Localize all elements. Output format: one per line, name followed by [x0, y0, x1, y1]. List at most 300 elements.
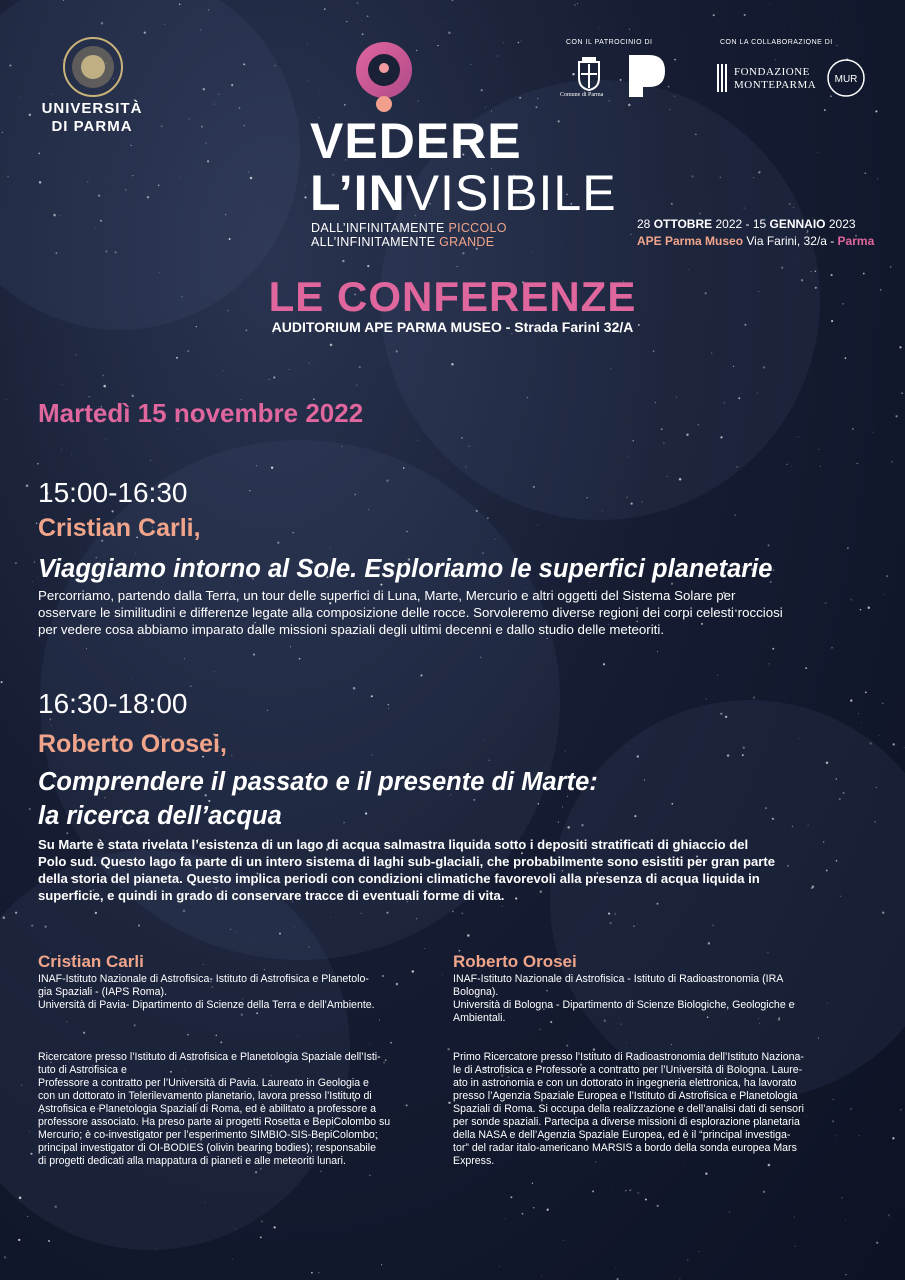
star [858, 713, 859, 714]
fondazione-line1: FONDAZIONE [734, 66, 810, 78]
star [629, 29, 630, 30]
star [668, 86, 670, 88]
star [630, 234, 631, 235]
star [184, 658, 185, 659]
star [845, 357, 847, 359]
title-part-bold: L’IN [310, 165, 406, 221]
star [248, 172, 249, 173]
bio1-affiliation-line: Università di Pavia- Dipartimento di Scienze della Terra e dell’Ambiente. [38, 999, 375, 1011]
star [406, 531, 407, 532]
talk1-description-line: osservare le similitudini e differenze legate alla composizione delle rocce. Sorvoleremo diverse regioni dei corpi celesti rocciosi [38, 605, 783, 620]
star [497, 55, 498, 56]
star [298, 534, 299, 535]
star [330, 344, 333, 347]
star [138, 924, 140, 926]
star [674, 95, 676, 97]
star [657, 651, 658, 652]
star [637, 1192, 639, 1194]
fondazione-emblem-icon [716, 62, 730, 94]
star [717, 675, 718, 676]
star [26, 485, 29, 488]
star [767, 952, 768, 953]
bio1-name: Cristian Carli [38, 952, 144, 971]
star [671, 803, 673, 805]
star [442, 22, 443, 23]
star [318, 1272, 320, 1274]
star [644, 780, 645, 781]
bio2-text-line: per sonde spaziali. Partecipa a diverse missioni di esplorazione planetaria [453, 1116, 800, 1128]
talk2-time: 16:30-18:00 [38, 688, 188, 719]
comune-name: Comune di Parma [560, 92, 604, 98]
star [645, 1199, 647, 1201]
star [768, 663, 770, 665]
star [869, 742, 871, 744]
star [699, 1251, 700, 1252]
star [95, 228, 96, 229]
star [586, 497, 588, 499]
bio2-text-line: Spaziali di Roma. Si occupa della realizzazione e dell’analisi dati di sensori [453, 1103, 804, 1115]
subtitle-line2-text: ALL’INFINITAMENTE [311, 235, 440, 249]
star [558, 120, 560, 122]
subtitle-line1 [311, 221, 507, 235]
star [817, 152, 818, 153]
mur-logo-icon [826, 58, 866, 98]
star [872, 432, 873, 433]
star [273, 376, 275, 378]
star [241, 1013, 244, 1016]
star [309, 363, 310, 364]
star [562, 246, 563, 247]
star [18, 1239, 20, 1241]
star [608, 100, 610, 102]
star [158, 185, 160, 187]
star [633, 925, 635, 927]
subtitle-line1-accent: PICCOLO [448, 221, 507, 235]
star [480, 657, 481, 658]
star [792, 826, 793, 827]
star [628, 104, 631, 107]
star [532, 251, 533, 252]
star [289, 369, 290, 370]
star [864, 172, 866, 174]
star [451, 363, 454, 366]
star [232, 1259, 233, 1260]
star [131, 678, 132, 679]
star [627, 496, 629, 498]
star [344, 104, 346, 106]
star [359, 366, 361, 368]
star [679, 1278, 680, 1279]
star [485, 740, 486, 741]
bio2-affiliation [453, 973, 863, 1025]
star [40, 466, 41, 467]
star [743, 207, 745, 209]
star [203, 88, 205, 90]
talk1-title [38, 552, 772, 586]
star [299, 445, 300, 446]
star [249, 490, 250, 491]
star [356, 384, 358, 386]
patrocinio-label: CON IL PATROCINIO DI [566, 39, 653, 46]
star [711, 352, 712, 353]
star [537, 524, 538, 525]
star [159, 272, 160, 273]
star [763, 1191, 765, 1193]
star [876, 1242, 878, 1244]
star [485, 107, 486, 108]
star [758, 171, 760, 173]
star [625, 1190, 626, 1191]
star [274, 65, 276, 67]
star [629, 746, 630, 747]
star [86, 648, 87, 649]
star [116, 649, 117, 650]
bio1-text-line: Professore a contratto per l’Università di Pavia. Laureato in Geologia e [38, 1077, 369, 1089]
star [481, 89, 483, 91]
star [786, 464, 787, 465]
star [290, 646, 291, 647]
star [743, 747, 745, 749]
star [546, 1208, 548, 1210]
bio1-text-line: di progetti dedicati alla mappatura di pianeti e alle meteoriti lunari. [38, 1155, 346, 1167]
subtitle-line2-accent: GRANDE [439, 235, 495, 249]
star [763, 366, 765, 368]
date-range [637, 216, 874, 233]
star [831, 647, 833, 649]
star [836, 19, 837, 20]
star [59, 216, 60, 217]
star [720, 177, 721, 178]
talk2-speaker: Roberto Orosei, [38, 730, 227, 758]
star [720, 436, 722, 438]
star [29, 114, 31, 116]
star [395, 350, 397, 352]
star [101, 22, 104, 25]
bio1-text-line: Mercurio; è co-investigator per l’esperimento SIMBIO-SIS-BepiColombo; [38, 1129, 378, 1141]
fondazione-name [734, 66, 816, 92]
bio1-text-line: tuto di Astrofisica e [38, 1064, 127, 1076]
star [699, 212, 701, 214]
star [610, 368, 611, 369]
star [231, 84, 233, 86]
star [865, 692, 867, 694]
star [772, 648, 774, 650]
star [476, 510, 478, 512]
star [820, 466, 821, 467]
star [39, 181, 41, 183]
star [657, 1205, 659, 1207]
star [503, 42, 504, 43]
star [320, 1171, 321, 1172]
star [698, 424, 700, 426]
star [48, 1240, 50, 1242]
star [608, 913, 610, 915]
star [235, 1229, 236, 1230]
star [736, 466, 738, 468]
talk2-title-line: la ricerca dell’acqua [38, 802, 282, 830]
star [888, 1214, 890, 1216]
star [255, 1171, 257, 1173]
star [188, 118, 190, 120]
star [420, 674, 422, 676]
bio1-text [38, 1051, 443, 1168]
star [164, 24, 165, 25]
star [852, 428, 854, 430]
star [190, 685, 192, 687]
date-start-month: OTTOBRE [653, 217, 713, 231]
star [772, 818, 774, 820]
star [880, 866, 881, 867]
star [231, 755, 233, 757]
star [319, 90, 320, 91]
star [768, 544, 770, 546]
star [115, 251, 117, 253]
star [437, 45, 438, 46]
talk2-description-line: della storia del pianeta. Questo implica periodi con condizioni climatiche favorevoli alla presenza di acqua liquida in [38, 871, 760, 886]
exhibition-title-line1: VEDERE [310, 113, 522, 169]
star [705, 1172, 707, 1174]
star [299, 658, 301, 660]
star [877, 179, 878, 180]
star [765, 807, 766, 808]
star [55, 1206, 57, 1208]
star [329, 547, 330, 548]
exhibition-dates [637, 216, 874, 250]
star [229, 238, 231, 240]
star [330, 918, 331, 919]
star [353, 687, 356, 690]
collaborazione-label: CON LA COLLABORAZIONE DI [720, 39, 833, 46]
star [243, 63, 245, 65]
star [628, 456, 629, 457]
star [134, 1024, 136, 1026]
star [794, 1216, 795, 1217]
star [56, 252, 58, 254]
star [4, 1256, 6, 1258]
bio2-affiliation-line: Bologna). [453, 986, 499, 998]
star [105, 250, 107, 252]
star [723, 402, 725, 404]
star [239, 107, 241, 109]
star [208, 9, 209, 10]
venue-city: Parma [837, 234, 875, 248]
star [220, 1041, 222, 1043]
bio1-text-line: Ricercatore presso l’Istituto di Astrofisica e Planetologia Spaziale dell’Isti- [38, 1051, 381, 1063]
exhibition-title-line2 [310, 165, 617, 221]
star [465, 675, 466, 676]
star [9, 64, 11, 66]
star [884, 594, 885, 595]
star [424, 948, 425, 949]
star [667, 476, 668, 477]
star [843, 792, 845, 794]
star [371, 755, 372, 756]
star [824, 109, 826, 111]
star [416, 918, 418, 920]
star [542, 1276, 543, 1277]
star [891, 461, 892, 462]
star [367, 265, 369, 267]
star [733, 366, 734, 367]
star [539, 1029, 540, 1030]
star [187, 1034, 189, 1036]
venue-address: Via Farini, 32/a - [743, 234, 838, 248]
star [294, 928, 295, 929]
star [744, 14, 746, 16]
star [249, 515, 250, 516]
star [893, 743, 895, 745]
star [361, 913, 362, 914]
talk2-title [38, 765, 598, 833]
star [132, 175, 133, 176]
star [799, 738, 800, 739]
star [100, 220, 102, 222]
star [131, 145, 132, 146]
star [738, 397, 740, 399]
star [27, 1216, 28, 1217]
star [155, 1249, 156, 1250]
star [845, 1274, 846, 1275]
star [468, 446, 469, 447]
star [774, 819, 775, 820]
star [792, 466, 793, 467]
star [818, 1038, 819, 1039]
star [260, 1236, 262, 1238]
star [471, 64, 472, 65]
star [236, 931, 237, 932]
star [629, 1189, 631, 1191]
star [609, 922, 611, 924]
talk1-description-line: per vedere cosa abbiamo imparato dalle missioni spaziali degli ultimi decenni e dallo studio delle meteoriti. [38, 622, 665, 637]
star [637, 924, 638, 925]
star [688, 269, 689, 270]
star [598, 27, 599, 28]
star [403, 467, 405, 469]
star [727, 754, 730, 757]
star [144, 32, 146, 34]
star [861, 723, 862, 724]
star [620, 79, 622, 81]
star [179, 3, 181, 5]
star [30, 1153, 32, 1155]
star [386, 912, 388, 914]
star [687, 1259, 688, 1260]
date-start-day: 28 [637, 217, 654, 231]
talk2-description [38, 836, 870, 904]
date-end-month: GENNAIO [769, 217, 826, 231]
star [53, 214, 56, 217]
star [502, 905, 503, 906]
fondazione-line2: MONTEPARMA [734, 79, 817, 91]
bio2-text-line: Express. [453, 1155, 495, 1167]
star [253, 654, 255, 656]
star [533, 486, 535, 488]
star [386, 479, 389, 482]
star [20, 97, 21, 98]
star [637, 755, 639, 757]
star [180, 177, 181, 178]
star [277, 542, 279, 544]
star [708, 942, 710, 944]
comune-crest-icon [571, 56, 607, 92]
star [147, 196, 149, 198]
star [319, 36, 320, 37]
star [105, 177, 106, 178]
conferences-title: LE CONFERENZE [268, 273, 637, 320]
bio1-affiliation-line: INAF-Istituto Nazionale di Astrofisica- Istituto di Astrofisica e Planetolo- [38, 973, 369, 985]
star [271, 467, 273, 469]
star [879, 735, 880, 736]
star [66, 1021, 67, 1022]
star [388, 708, 389, 709]
star [451, 0, 453, 1]
star [324, 8, 326, 10]
star [491, 111, 492, 112]
star [674, 59, 676, 61]
talk2-title-line: Comprendere il passato e il presente di Marte: [38, 768, 598, 796]
star [899, 346, 901, 348]
star [773, 569, 775, 571]
star [742, 754, 744, 756]
star [452, 911, 453, 912]
star [368, 509, 369, 510]
star [273, 1226, 275, 1228]
star [307, 80, 308, 81]
star [19, 1197, 22, 1200]
talk1-description [38, 587, 870, 638]
star [95, 912, 97, 914]
star [748, 528, 749, 529]
star [105, 439, 106, 440]
star [76, 354, 77, 355]
bio1-text-line: Astrofisica e Planetologia Spaziali di Roma, ed è abilitato a professore a [38, 1103, 377, 1115]
star [847, 547, 849, 549]
star [532, 1182, 534, 1184]
star [546, 638, 547, 639]
star [125, 189, 127, 191]
star [837, 905, 838, 906]
university-seal-icon [62, 36, 124, 98]
star [769, 3, 770, 4]
star [37, 463, 39, 465]
star [369, 1175, 370, 1176]
star [663, 442, 665, 444]
star [357, 2, 359, 4]
star [789, 203, 790, 204]
star [826, 761, 829, 764]
star [565, 511, 566, 512]
star [245, 1242, 246, 1243]
star [519, 97, 521, 99]
star [38, 153, 40, 155]
venue-name: APE Parma Museo [637, 234, 744, 248]
talk1-time: 15:00-16:30 [38, 477, 188, 508]
star [7, 175, 9, 177]
bio1-text-line: con un dottorato in Telerilevamento planetario, lavora presso l’Istituto di [38, 1090, 372, 1102]
star [244, 125, 245, 126]
star [592, 1190, 594, 1192]
star [857, 463, 858, 464]
star [6, 399, 7, 400]
star [29, 808, 31, 810]
star [461, 912, 463, 914]
star [34, 562, 35, 563]
star [810, 271, 812, 273]
star [223, 370, 224, 371]
star [793, 207, 794, 208]
star [882, 911, 884, 913]
star [250, 177, 253, 180]
